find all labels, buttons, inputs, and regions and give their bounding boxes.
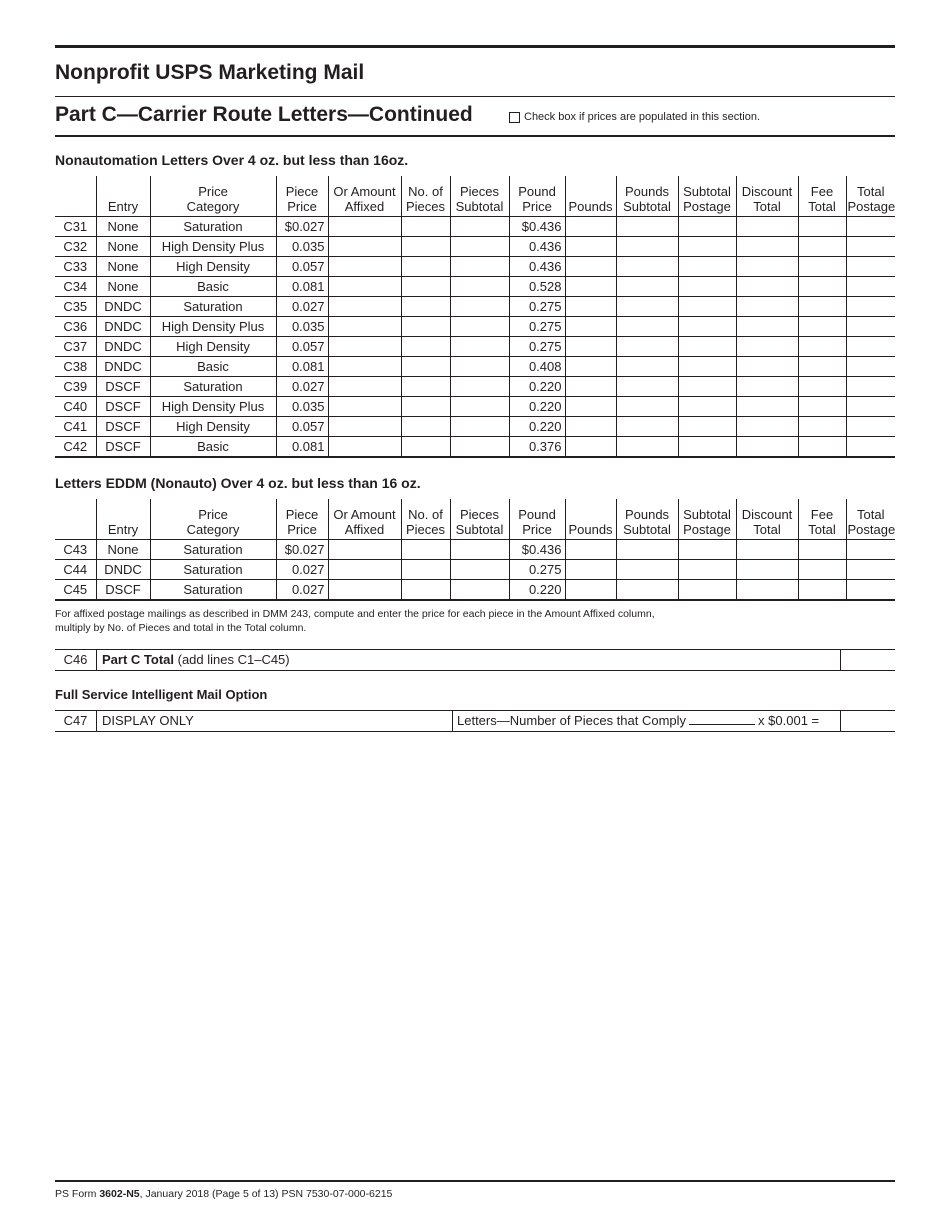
fee-total-input[interactable] xyxy=(798,217,846,237)
col-header-discount-total: Discount Total xyxy=(736,499,798,540)
pieces-subtotal-input[interactable] xyxy=(450,540,509,560)
no-pieces-input[interactable] xyxy=(401,397,450,417)
pounds-input[interactable] xyxy=(565,580,616,601)
pieces-subtotal-input[interactable] xyxy=(450,297,509,317)
fee-total-input[interactable] xyxy=(798,257,846,277)
display-only-label: DISPLAY ONLY xyxy=(102,713,194,728)
entry-cell: None xyxy=(96,277,150,297)
subtotal-postage-input[interactable] xyxy=(678,237,736,257)
table-row xyxy=(55,337,895,357)
pounds-input[interactable] xyxy=(565,257,616,277)
pound-price-cell: 0.275 xyxy=(509,297,565,317)
col-header-piece-price: Piece Price xyxy=(276,499,328,540)
table-row xyxy=(55,377,895,397)
divider xyxy=(55,96,895,97)
pounds-input[interactable] xyxy=(565,237,616,257)
pound-price-cell: 0.275 xyxy=(509,337,565,357)
subtotal-postage-input[interactable] xyxy=(678,297,736,317)
table-row xyxy=(55,560,895,580)
no-pieces-input[interactable] xyxy=(401,277,450,297)
total-postage-input[interactable] xyxy=(846,437,895,458)
line-code: C44 xyxy=(55,560,96,580)
pound-price-cell: 0.436 xyxy=(509,257,565,277)
pound-price-cell: 0.275 xyxy=(509,560,565,580)
fee-total-input[interactable] xyxy=(798,540,846,560)
no-pieces-input[interactable] xyxy=(401,357,450,377)
amount-affixed-input[interactable] xyxy=(328,217,401,237)
comply-pieces-input[interactable] xyxy=(689,712,755,725)
pound-price-cell: 0.220 xyxy=(509,580,565,601)
price-category-cell: High Density Plus xyxy=(150,397,276,417)
pieces-subtotal-input[interactable] xyxy=(450,417,509,437)
bottom-rule xyxy=(55,1180,895,1182)
discount-total-input[interactable] xyxy=(736,297,798,317)
pounds-subtotal-input[interactable] xyxy=(616,377,678,397)
form-footer: PS Form 3602-N5, January 2018 (Page 5 of 13) PSN 7530-07-000-6215 xyxy=(55,1188,393,1200)
pound-price-cell: 0.436 xyxy=(509,237,565,257)
discount-total-input[interactable] xyxy=(736,257,798,277)
subtotal-postage-input[interactable] xyxy=(678,540,736,560)
table-row xyxy=(55,357,895,377)
total-postage-input[interactable] xyxy=(846,377,895,397)
discount-total-input[interactable] xyxy=(736,397,798,417)
subtotal-postage-input[interactable] xyxy=(678,277,736,297)
col-header-pieces-subtotal: Pieces Subtotal xyxy=(450,499,509,540)
entry-cell: DSCF xyxy=(96,437,150,458)
discount-total-input[interactable] xyxy=(736,317,798,337)
col-header-fee-total: Fee Total xyxy=(798,176,846,217)
line-code: C33 xyxy=(55,257,96,277)
total-postage-input[interactable] xyxy=(846,417,895,437)
pieces-subtotal-input[interactable] xyxy=(450,357,509,377)
pounds-input[interactable] xyxy=(565,560,616,580)
pounds-input[interactable] xyxy=(565,540,616,560)
col-header-pound-price: Pound Price xyxy=(509,176,565,217)
pounds-input[interactable] xyxy=(565,437,616,458)
price-category-cell: Basic xyxy=(150,357,276,377)
note-line: multiply by No. of Pieces and total in the Total column. xyxy=(55,622,307,634)
line-code: C46 xyxy=(55,650,97,670)
piece-price-cell: 0.035 xyxy=(276,397,328,417)
line-code: C42 xyxy=(55,437,96,458)
no-pieces-input[interactable] xyxy=(401,257,450,277)
entry-cell: DSCF xyxy=(96,397,150,417)
amount-affixed-input[interactable] xyxy=(328,437,401,458)
line-code: C34 xyxy=(55,277,96,297)
price-category-cell: High Density xyxy=(150,337,276,357)
affixed-postage-note xyxy=(55,607,755,635)
entry-cell: DSCF xyxy=(96,580,150,601)
pound-price-cell: 0.220 xyxy=(509,377,565,397)
piece-price-cell: $0.027 xyxy=(276,217,328,237)
no-pieces-input[interactable] xyxy=(401,237,450,257)
line-code: C32 xyxy=(55,237,96,257)
subtotal-postage-input[interactable] xyxy=(678,417,736,437)
pounds-subtotal-input[interactable] xyxy=(616,540,678,560)
col-header-pound-price: Pound Price xyxy=(509,499,565,540)
fee-total-input[interactable] xyxy=(798,317,846,337)
line-code: C41 xyxy=(55,417,96,437)
amount-affixed-input[interactable] xyxy=(328,237,401,257)
col-header-line xyxy=(55,499,96,540)
total-postage-input[interactable] xyxy=(846,217,895,237)
col-header-pounds-subtotal: Pounds Subtotal xyxy=(616,176,678,217)
pounds-subtotal-input[interactable] xyxy=(616,417,678,437)
pieces-subtotal-input[interactable] xyxy=(450,377,509,397)
total-postage-input[interactable] xyxy=(846,337,895,357)
pounds-input[interactable] xyxy=(565,377,616,397)
subtotal-postage-input[interactable] xyxy=(678,257,736,277)
full-service-row xyxy=(55,710,895,732)
pounds-input[interactable] xyxy=(565,217,616,237)
piece-price-cell: 0.057 xyxy=(276,417,328,437)
discount-total-input[interactable] xyxy=(736,337,798,357)
entry-cell: DSCF xyxy=(96,417,150,437)
discount-total-input[interactable] xyxy=(736,417,798,437)
pound-price-cell: 0.528 xyxy=(509,277,565,297)
pounds-subtotal-input[interactable] xyxy=(616,317,678,337)
discount-total-input[interactable] xyxy=(736,437,798,458)
piece-price-cell: 0.027 xyxy=(276,297,328,317)
pieces-subtotal-input[interactable] xyxy=(450,257,509,277)
amount-affixed-input[interactable] xyxy=(328,357,401,377)
price-category-cell: Saturation xyxy=(150,377,276,397)
col-header-subtotal-postage: Subtotal Postage xyxy=(678,176,736,217)
line-code: C47 xyxy=(55,711,97,731)
line-code: C39 xyxy=(55,377,96,397)
comply-pieces-label: Letters—Number of Pieces that Comply xyxy=(457,713,687,728)
fee-total-input[interactable] xyxy=(798,237,846,257)
pound-price-cell: 0.376 xyxy=(509,437,565,458)
col-header-pounds: Pounds xyxy=(565,176,616,217)
piece-price-cell: $0.027 xyxy=(276,540,328,560)
table-row xyxy=(55,417,895,437)
total-postage-input[interactable] xyxy=(846,317,895,337)
amount-affixed-input[interactable] xyxy=(328,580,401,601)
fee-total-input[interactable] xyxy=(798,580,846,601)
table-row xyxy=(55,437,895,458)
pounds-subtotal-input[interactable] xyxy=(616,297,678,317)
no-pieces-input[interactable] xyxy=(401,217,450,237)
subtotal-postage-input[interactable] xyxy=(678,357,736,377)
pound-price-cell: $0.436 xyxy=(509,540,565,560)
line-code: C43 xyxy=(55,540,96,560)
pieces-subtotal-input[interactable] xyxy=(450,277,509,297)
line-code: C31 xyxy=(55,217,96,237)
discount-total-input[interactable] xyxy=(736,357,798,377)
no-pieces-input[interactable] xyxy=(401,317,450,337)
comply-pieces-compute xyxy=(452,711,819,731)
table-row xyxy=(55,540,895,560)
price-category-cell: High Density xyxy=(150,417,276,437)
note-line: For affixed postage mailings as described in DMM 243, compute and enter the price for each piece in the Amount Affixed column, xyxy=(55,608,655,620)
divider xyxy=(55,135,895,137)
price-category-cell: High Density xyxy=(150,257,276,277)
amount-affixed-input[interactable] xyxy=(328,377,401,397)
fee-total-input[interactable] xyxy=(798,437,846,458)
pounds-input[interactable] xyxy=(565,337,616,357)
price-category-cell: Saturation xyxy=(150,540,276,560)
piece-price-cell: 0.027 xyxy=(276,377,328,397)
col-header-total-postage: Total Postage xyxy=(846,499,895,540)
header-row xyxy=(55,176,895,217)
full-service-title: Full Service Intelligent Mail Option xyxy=(55,687,268,702)
pounds-subtotal-input[interactable] xyxy=(616,237,678,257)
no-pieces-input[interactable] xyxy=(401,437,450,458)
subtotal-postage-input[interactable] xyxy=(678,397,736,417)
amount-affixed-input[interactable] xyxy=(328,277,401,297)
fee-total-input[interactable] xyxy=(798,277,846,297)
col-header-piece-price: Piece Price xyxy=(276,176,328,217)
piece-price-cell: 0.057 xyxy=(276,257,328,277)
table-row xyxy=(55,580,895,601)
piece-price-cell: 0.035 xyxy=(276,237,328,257)
fee-total-input[interactable] xyxy=(798,357,846,377)
piece-price-cell: 0.081 xyxy=(276,277,328,297)
no-pieces-input[interactable] xyxy=(401,560,450,580)
piece-price-cell: 0.081 xyxy=(276,437,328,458)
total-postage-input[interactable] xyxy=(846,297,895,317)
col-header-fee-total: Fee Total xyxy=(798,499,846,540)
col-header-pounds: Pounds xyxy=(565,499,616,540)
pounds-subtotal-input[interactable] xyxy=(616,397,678,417)
subtotal-postage-input[interactable] xyxy=(678,217,736,237)
pound-price-cell: 0.220 xyxy=(509,417,565,437)
fee-total-input[interactable] xyxy=(798,417,846,437)
piece-price-cell: 0.027 xyxy=(276,560,328,580)
subtotal-postage-input[interactable] xyxy=(678,560,736,580)
full-service-total-input[interactable] xyxy=(840,711,895,731)
table-row xyxy=(55,277,895,297)
pieces-subtotal-input[interactable] xyxy=(450,560,509,580)
pieces-subtotal-input[interactable] xyxy=(450,337,509,357)
fee-total-input[interactable] xyxy=(798,397,846,417)
part-c-total-row xyxy=(55,649,895,671)
fee-total-input[interactable] xyxy=(798,297,846,317)
part-c-total-label: Part C Total (add lines C1–C45) xyxy=(102,652,290,667)
price-category-cell: Saturation xyxy=(150,580,276,601)
pounds-subtotal-input[interactable] xyxy=(616,337,678,357)
pounds-subtotal-input[interactable] xyxy=(616,257,678,277)
piece-price-cell: 0.057 xyxy=(276,337,328,357)
line-code: C45 xyxy=(55,580,96,601)
discount-total-input[interactable] xyxy=(736,217,798,237)
subtotal-postage-input[interactable] xyxy=(678,337,736,357)
col-header-total-postage: Total Postage xyxy=(846,176,895,217)
amount-affixed-input[interactable] xyxy=(328,560,401,580)
entry-cell: DNDC xyxy=(96,357,150,377)
no-pieces-input[interactable] xyxy=(401,580,450,601)
col-header-subtotal-postage: Subtotal Postage xyxy=(678,499,736,540)
pieces-subtotal-input[interactable] xyxy=(450,580,509,601)
line-code: C38 xyxy=(55,357,96,377)
entry-cell: DNDC xyxy=(96,317,150,337)
total-postage-input[interactable] xyxy=(846,397,895,417)
price-category-cell: Saturation xyxy=(150,217,276,237)
multiplier-label: x $0.001 = xyxy=(758,713,820,728)
pieces-subtotal-input[interactable] xyxy=(450,397,509,417)
col-header-amount-affixed: Or Amount Affixed xyxy=(328,176,401,217)
pound-price-cell: 0.220 xyxy=(509,397,565,417)
col-header-pounds-subtotal: Pounds Subtotal xyxy=(616,499,678,540)
pound-price-cell: $0.436 xyxy=(509,217,565,237)
part-title: Part C—Carrier Route Letters—Continued xyxy=(55,103,473,126)
entry-cell: None xyxy=(96,237,150,257)
col-header-discount-total: Discount Total xyxy=(736,176,798,217)
entry-cell: DSCF xyxy=(96,377,150,397)
entry-cell: DNDC xyxy=(96,337,150,357)
prices-populated-checkbox-wrap[interactable] xyxy=(509,111,760,123)
pounds-subtotal-input[interactable] xyxy=(616,437,678,458)
total-postage-input[interactable] xyxy=(846,357,895,377)
pounds-input[interactable] xyxy=(565,357,616,377)
pounds-subtotal-input[interactable] xyxy=(616,357,678,377)
discount-total-input[interactable] xyxy=(736,580,798,601)
table-row xyxy=(55,217,895,237)
entry-cell: None xyxy=(96,257,150,277)
piece-price-cell: 0.035 xyxy=(276,317,328,337)
pounds-input[interactable] xyxy=(565,397,616,417)
pieces-subtotal-input[interactable] xyxy=(450,437,509,458)
col-header-price-category: Price Category xyxy=(150,499,276,540)
col-header-entry: Entry xyxy=(96,176,150,217)
no-pieces-input[interactable] xyxy=(401,540,450,560)
total-postage-input[interactable] xyxy=(846,277,895,297)
checkbox-label: Check box if prices are populated in this section. xyxy=(524,111,761,123)
subtotal-postage-input[interactable] xyxy=(678,437,736,458)
top-rule xyxy=(55,45,895,48)
pounds-input[interactable] xyxy=(565,277,616,297)
entry-cell: None xyxy=(96,540,150,560)
line-code: C37 xyxy=(55,337,96,357)
header-row xyxy=(55,499,895,540)
part-c-total-input[interactable] xyxy=(840,650,895,670)
pounds-input[interactable] xyxy=(565,417,616,437)
amount-affixed-input[interactable] xyxy=(328,257,401,277)
pounds-subtotal-input[interactable] xyxy=(616,277,678,297)
piece-price-cell: 0.081 xyxy=(276,357,328,377)
price-category-cell: Saturation xyxy=(150,560,276,580)
col-header-pieces-subtotal: Pieces Subtotal xyxy=(450,176,509,217)
table-row xyxy=(55,397,895,417)
nonautomation-table xyxy=(55,176,895,458)
table-row xyxy=(55,317,895,337)
discount-total-input[interactable] xyxy=(736,377,798,397)
pounds-input[interactable] xyxy=(565,297,616,317)
fee-total-input[interactable] xyxy=(798,377,846,397)
price-category-cell: High Density Plus xyxy=(150,237,276,257)
eddm-table xyxy=(55,499,895,601)
table-row xyxy=(55,257,895,277)
amount-affixed-input[interactable] xyxy=(328,317,401,337)
fee-total-input[interactable] xyxy=(798,337,846,357)
amount-affixed-input[interactable] xyxy=(328,337,401,357)
pieces-subtotal-input[interactable] xyxy=(450,317,509,337)
col-header-no-pieces: No. of Pieces xyxy=(401,499,450,540)
total-postage-input[interactable] xyxy=(846,237,895,257)
amount-affixed-input[interactable] xyxy=(328,397,401,417)
pounds-input[interactable] xyxy=(565,317,616,337)
pounds-subtotal-input[interactable] xyxy=(616,217,678,237)
prices-populated-checkbox[interactable] xyxy=(509,112,520,123)
entry-cell: DNDC xyxy=(96,297,150,317)
amount-affixed-input[interactable] xyxy=(328,297,401,317)
col-header-no-pieces: No. of Pieces xyxy=(401,176,450,217)
amount-affixed-input[interactable] xyxy=(328,540,401,560)
pieces-subtotal-input[interactable] xyxy=(450,237,509,257)
form-title: Nonprofit USPS Marketing Mail xyxy=(55,61,365,84)
line-code: C35 xyxy=(55,297,96,317)
entry-cell: DNDC xyxy=(96,560,150,580)
col-header-price-category: Price Category xyxy=(150,176,276,217)
total-postage-input[interactable] xyxy=(846,560,895,580)
no-pieces-input[interactable] xyxy=(401,417,450,437)
total-postage-input[interactable] xyxy=(846,580,895,601)
no-pieces-input[interactable] xyxy=(401,297,450,317)
total-postage-input[interactable] xyxy=(846,540,895,560)
subtotal-postage-input[interactable] xyxy=(678,580,736,601)
price-category-cell: High Density Plus xyxy=(150,317,276,337)
col-header-entry: Entry xyxy=(96,499,150,540)
price-category-cell: Basic xyxy=(150,277,276,297)
line-code: C36 xyxy=(55,317,96,337)
col-header-amount-affixed: Or Amount Affixed xyxy=(328,499,401,540)
discount-total-input[interactable] xyxy=(736,277,798,297)
pound-price-cell: 0.408 xyxy=(509,357,565,377)
piece-price-cell: 0.027 xyxy=(276,580,328,601)
table-row xyxy=(55,237,895,257)
entry-cell: None xyxy=(96,217,150,237)
discount-total-input[interactable] xyxy=(736,540,798,560)
section-title-eddm: Letters EDDM (Nonauto) Over 4 oz. but less than 16 oz. xyxy=(55,475,421,491)
subtotal-postage-input[interactable] xyxy=(678,377,736,397)
amount-affixed-input[interactable] xyxy=(328,417,401,437)
price-category-cell: Saturation xyxy=(150,297,276,317)
price-category-cell: Basic xyxy=(150,437,276,458)
table-row xyxy=(55,297,895,317)
pounds-subtotal-input[interactable] xyxy=(616,560,678,580)
discount-total-input[interactable] xyxy=(736,237,798,257)
pound-price-cell: 0.275 xyxy=(509,317,565,337)
line-code: C40 xyxy=(55,397,96,417)
pounds-subtotal-input[interactable] xyxy=(616,580,678,601)
col-header-line xyxy=(55,176,96,217)
pieces-subtotal-input[interactable] xyxy=(450,217,509,237)
total-postage-input[interactable] xyxy=(846,257,895,277)
subtotal-postage-input[interactable] xyxy=(678,317,736,337)
no-pieces-input[interactable] xyxy=(401,377,450,397)
no-pieces-input[interactable] xyxy=(401,337,450,357)
discount-total-input[interactable] xyxy=(736,560,798,580)
section-title-nonautomation: Nonautomation Letters Over 4 oz. but less than 16oz. xyxy=(55,152,409,168)
fee-total-input[interactable] xyxy=(798,560,846,580)
